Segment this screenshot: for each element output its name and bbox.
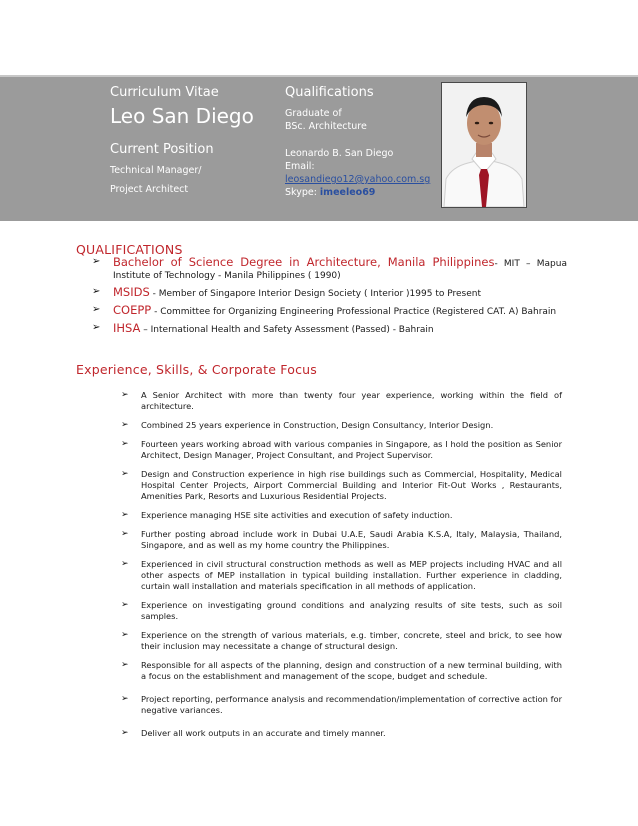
- experience-text: Combined 25 years experience in Construction, Design Consultancy, Interior Design.: [141, 420, 494, 430]
- list-item: [121, 559, 562, 592]
- experience-heading: Experience, Skills, & Corporate Focus: [76, 362, 317, 377]
- arrow-bullet-icon: ➢: [121, 510, 129, 520]
- arrow-bullet-icon: ➢: [121, 694, 129, 704]
- list-item: [121, 728, 562, 739]
- header-top-rule: [0, 75, 638, 77]
- qualification-text: - Committee for Organizing Engineering Professional Practice (Registered CAT. A) Bahrain: [151, 307, 557, 317]
- skype-label: Skype:: [285, 187, 320, 198]
- arrow-bullet-icon: ➢: [121, 469, 129, 479]
- email-link[interactable]: leosandiego12@yahoo.com.sg: [285, 174, 431, 185]
- position-line-2: Project Architect: [110, 184, 189, 195]
- experience-text: Experience managing HSE site activities and execution of safety induction.: [141, 510, 453, 520]
- experience-text: Experience on the strength of various materials, e.g. timber, concrete, steel and brick, to see how their inclusion may necessitate a change of structural design.: [141, 630, 562, 651]
- experience-text: Fourteen years working abroad with various companies in Singapore, as I hold the position as Senior Architect, Design Manager, Project Consultant, and Project Supervisor.: [141, 439, 562, 460]
- experience-text: Experienced in civil structural construction methods as well as MEP projects including HVAC and all other aspects of MEP installation in typical building installation. Further experience in cladding, curtain wall installation and materials specification in all methods of application.: [141, 559, 562, 591]
- candidate-name: Leo San Diego: [110, 104, 254, 128]
- arrow-bullet-icon: ➢: [92, 286, 101, 297]
- arrow-bullet-icon: ➢: [92, 322, 101, 333]
- experience-text: A Senior Architect with more than twenty four year experience, working within the field of architecture.: [141, 390, 562, 411]
- arrow-bullet-icon: ➢: [92, 256, 101, 267]
- list-item: [92, 322, 567, 336]
- qualifications-list: [92, 256, 567, 340]
- profile-photo: [441, 82, 527, 208]
- experience-text: Project reporting, performance analysis and recommendation/implementation of corrective action for negative variances.: [141, 694, 562, 715]
- current-position-label: Current Position: [110, 142, 214, 157]
- experience-text: Experience on investigating ground conditions and analyzing results of site tests, such as soil samples.: [141, 600, 562, 621]
- list-item: [121, 694, 562, 716]
- arrow-bullet-icon: ➢: [121, 420, 129, 430]
- qualification-highlight: COEPP: [113, 303, 152, 317]
- graduate-line-1: Graduate of: [285, 108, 342, 119]
- email-label: Email:: [285, 161, 315, 172]
- graduate-line-2: BSc. Architecture: [285, 121, 367, 132]
- list-item: [121, 510, 562, 521]
- qualification-highlight: IHSA: [113, 321, 141, 335]
- header-qualifications: [285, 85, 435, 199]
- arrow-bullet-icon: ➢: [121, 630, 129, 640]
- full-name: Leonardo B. San Diego: [285, 148, 394, 159]
- arrow-bullet-icon: ➢: [92, 304, 101, 315]
- list-item: [121, 420, 562, 431]
- header-identity: [110, 85, 280, 195]
- list-item: [121, 529, 562, 551]
- experience-text: Responsible for all aspects of the planning, design and construction of a new terminal building, with a focus on the establishment and management of the scope, budget and schedule.: [141, 660, 562, 681]
- arrow-bullet-icon: ➢: [121, 439, 129, 449]
- list-item: [121, 600, 562, 622]
- qualification-text: - MIT – Mapua Institute of Technology - Manila Philippines ( 1990): [113, 259, 567, 281]
- qualification-highlight: MSIDS: [113, 285, 150, 299]
- qualification-text: – International Health and Safety Assessment (Passed) - Bahrain: [140, 325, 434, 335]
- list-item: [121, 630, 562, 652]
- cv-label: Curriculum Vitae: [110, 85, 219, 100]
- list-item: [121, 390, 562, 412]
- list-item: [121, 660, 562, 682]
- arrow-bullet-icon: ➢: [121, 390, 129, 400]
- experience-text: Deliver all work outputs in an accurate and timely manner.: [141, 728, 386, 738]
- experience-text: Further posting abroad include work in Dubai U.A.E, Saudi Arabia K.S.A, Italy, Malaysia, Thailand, Singapore, and as well as my home country the Philippines.: [141, 529, 562, 550]
- arrow-bullet-icon: ➢: [121, 529, 129, 539]
- qualifications-heading: QUALIFICATIONS: [76, 242, 183, 257]
- list-item: [92, 286, 567, 300]
- qualification-highlight: Bachelor of Science Degree in Architecture, Manila Philippines: [113, 255, 495, 269]
- position-line-1: Technical Manager/: [110, 165, 202, 176]
- list-item: [92, 304, 567, 318]
- header-band: [0, 75, 638, 221]
- arrow-bullet-icon: ➢: [121, 728, 129, 738]
- arrow-bullet-icon: ➢: [121, 600, 129, 610]
- list-item: [121, 469, 562, 502]
- qualification-text: - Member of Singapore Interior Design Society ( Interior )1995 to Present: [149, 289, 481, 299]
- skype-id: imeeleo69: [319, 187, 376, 198]
- list-item: [92, 256, 567, 282]
- list-item: [121, 439, 562, 461]
- experience-text: Design and Construction experience in high rise buildings such as Commercial, Hospitality, Medical Hospital Center Projects, Airport Commercial Building and Interior Fit-Out Works , Restaurants, Amenities Park, Resorts and Luxurious Residential Projects.: [141, 469, 562, 501]
- qualifications-label: Qualifications: [285, 85, 374, 100]
- skype-line: [285, 186, 435, 199]
- arrow-bullet-icon: ➢: [121, 559, 129, 569]
- arrow-bullet-icon: ➢: [121, 660, 129, 670]
- experience-list: [121, 390, 562, 739]
